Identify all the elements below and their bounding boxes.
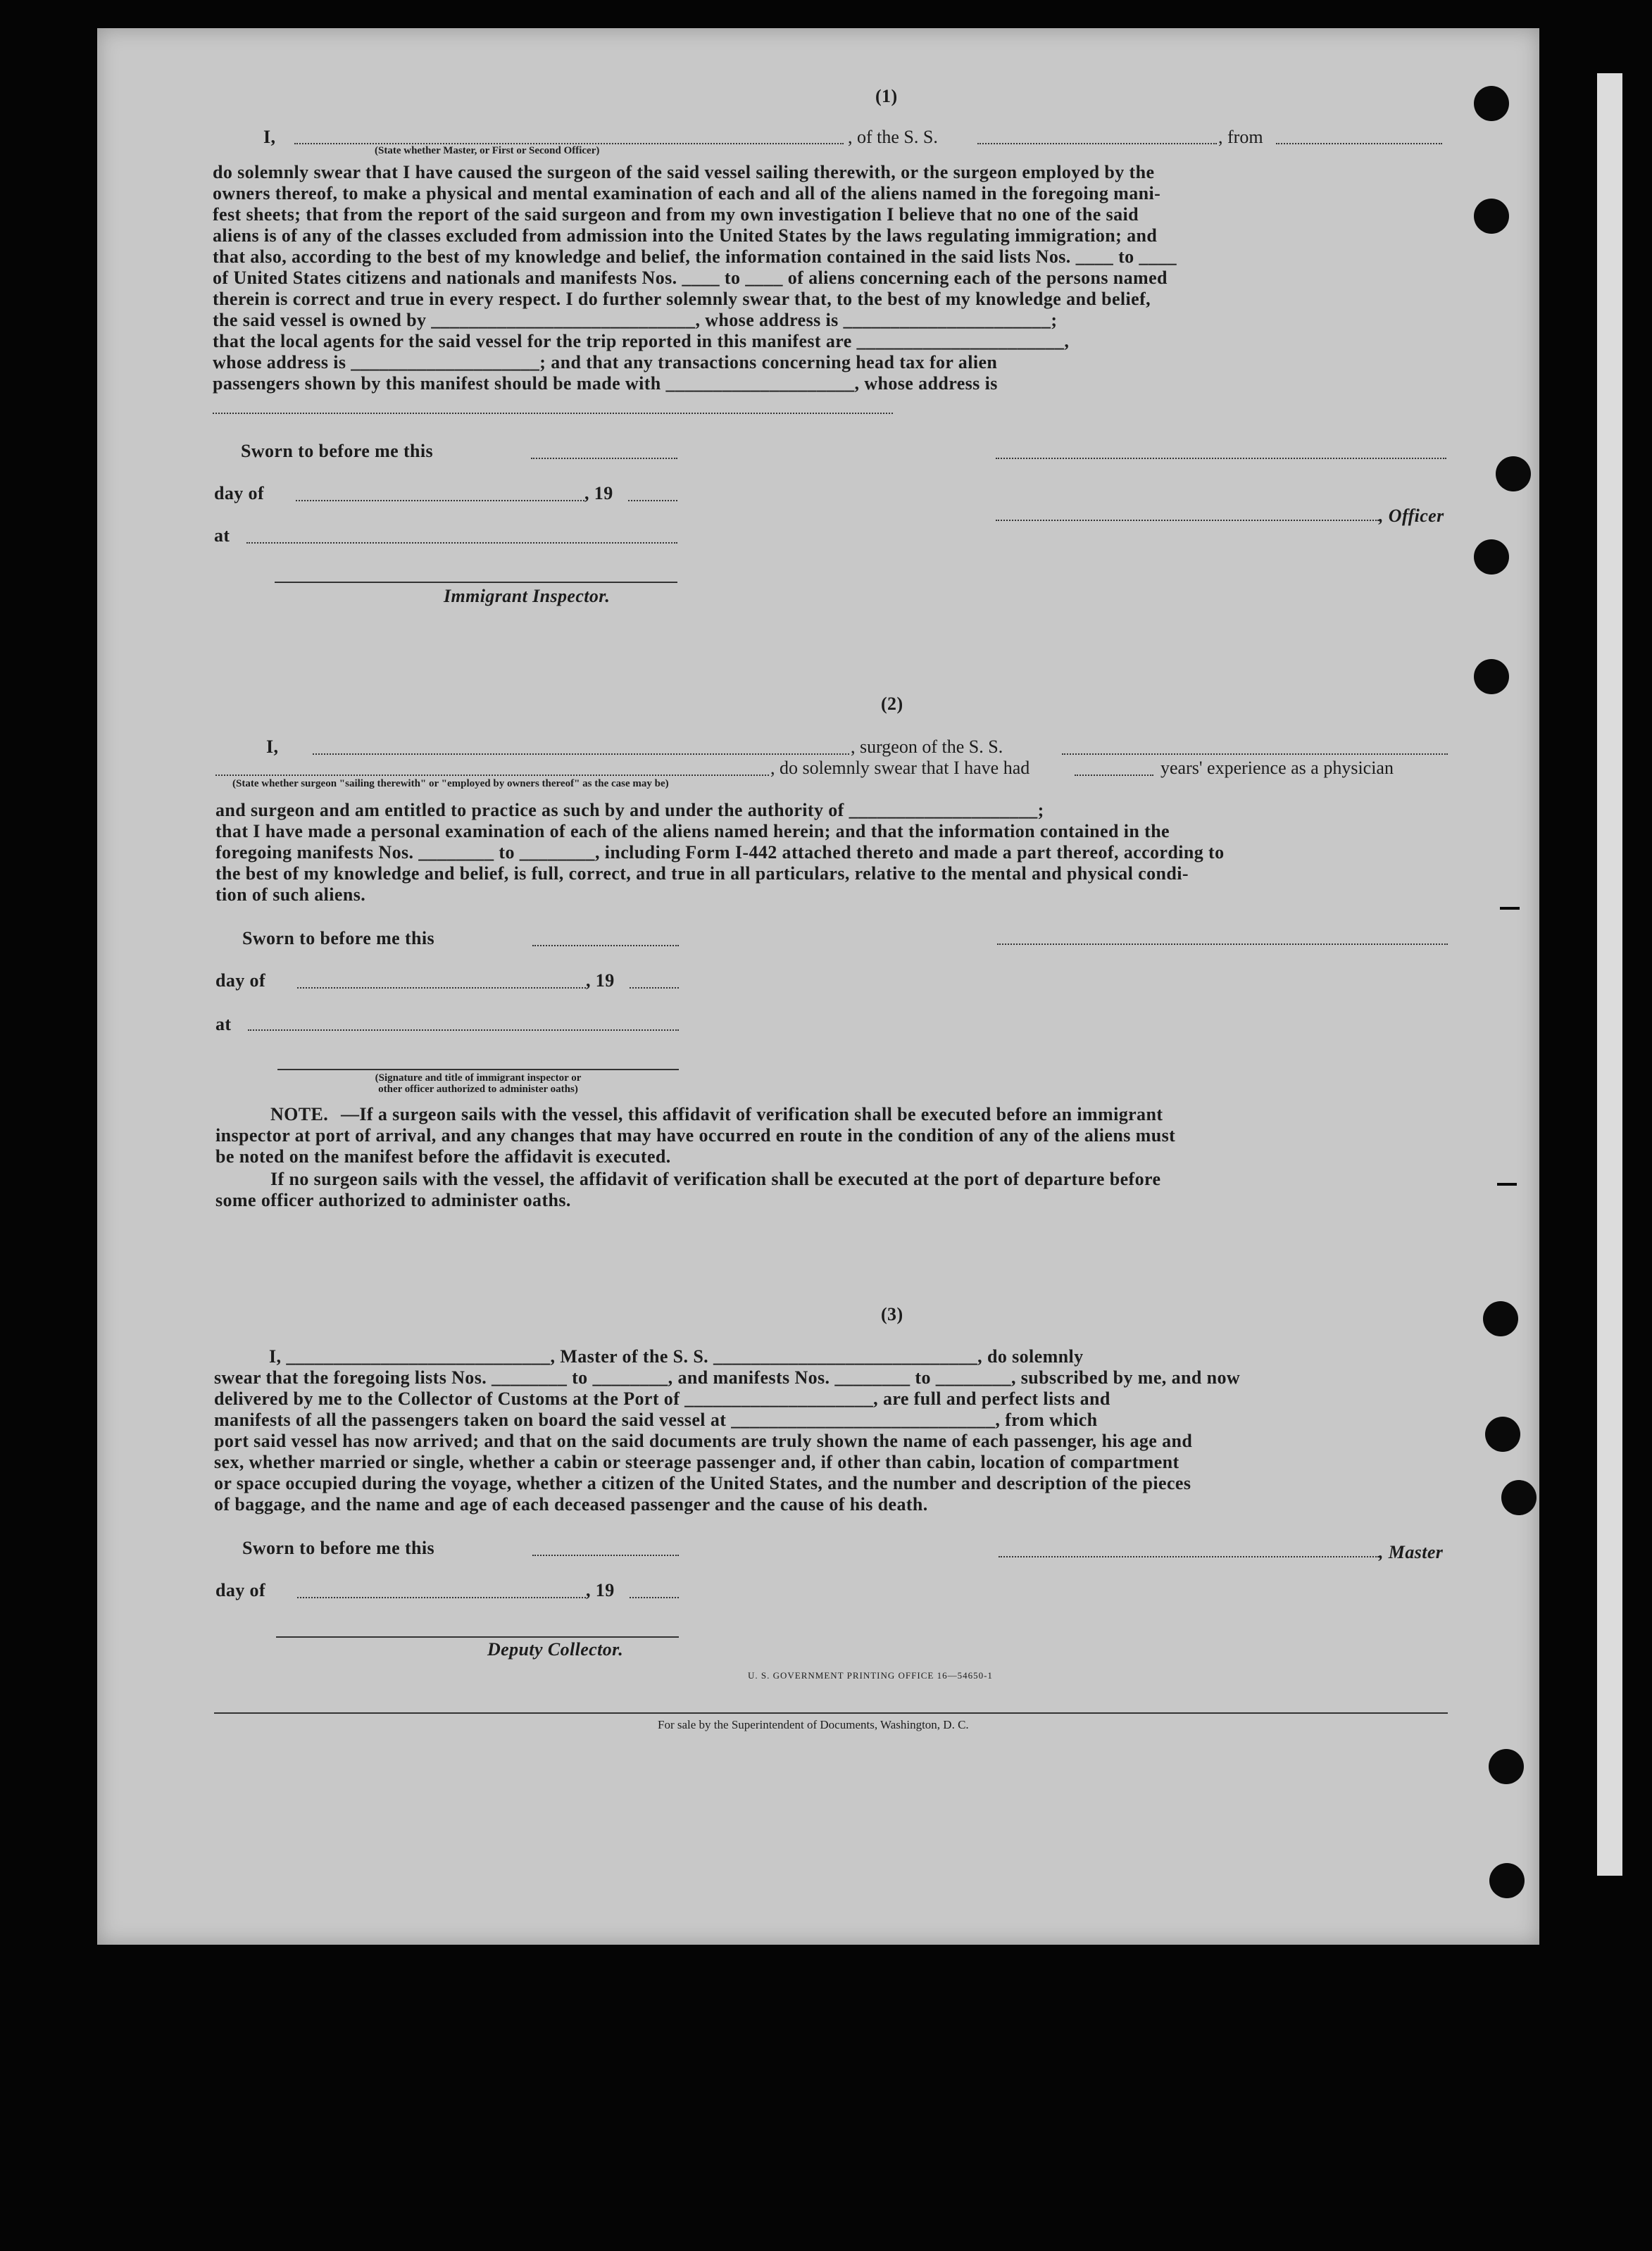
s2-note-line: —If a surgeon sails with the vessel, this affidavit of verification shall be executed before an immigrant (341, 1104, 1163, 1124)
s2-signature-line[interactable] (277, 1069, 679, 1070)
s2-name-blank[interactable] (313, 753, 849, 755)
s1-para-line: of United States citizens and nationals and manifests Nos. ____ to ____ of aliens concerning each of the persons named (213, 268, 1168, 288)
s2-i-label: I, (266, 736, 279, 757)
s1-inspector-caption: Immigrant Inspector. (444, 586, 611, 606)
s2-status-note: (State whether surgeon "sailing therewith" or "employed by owners thereof" as the case may be) (232, 778, 669, 789)
s3-master-caption: , Master (1379, 1542, 1444, 1562)
s1-from-label: , from (1218, 127, 1263, 147)
s1-para-line: do solemnly swear that I have caused the surgeon of the said vessel sailing therewith, or the surgeon employed by the (213, 162, 1155, 182)
binder-hole (1474, 659, 1509, 694)
s1-address-blank[interactable] (213, 413, 893, 414)
binder-hole (1496, 456, 1531, 491)
s2-day-blank[interactable] (297, 987, 586, 989)
s3-para-line: port said vessel has now arrived; and that on the said documents are truly shown the name of each passenger, his age and (214, 1431, 1193, 1451)
s2-para-line: that I have made a personal examination of each of the aliens named herein; and that the information contained in the (215, 821, 1170, 841)
s1-sworn-blank[interactable] (531, 458, 677, 459)
s1-at-blank[interactable] (246, 542, 677, 544)
s2-year-label: , 19 (586, 970, 615, 991)
s2-para-line: tion of such aliens. (215, 884, 366, 905)
s2-note-line: inspector at port of arrival, and any changes that may have occurred en route in the condition of any of the aliens must (215, 1125, 1176, 1146)
s1-para-line: whose address is ____________________; and that any transactions concerning head tax for alien (213, 352, 998, 372)
s2-note2-line: If no surgeon sails with the vessel, the affidavit of verification shall be executed at the port of departure before (270, 1169, 1161, 1189)
s3-para-line: I, ____________________________, Master of the S. S. ____________________________, do solemnly (269, 1346, 1084, 1367)
s3-para-line: sex, whether married or single, whether a cabin or steerage passenger and, if other than cabin, location of compartment (214, 1452, 1179, 1472)
binder-hole (1483, 1301, 1518, 1336)
paper-edge-strip (1597, 73, 1622, 1876)
section-1-heading: (1) (875, 86, 898, 106)
s2-at-blank[interactable] (248, 1029, 679, 1031)
s3-collector-caption: Deputy Collector. (487, 1639, 624, 1660)
edge-mark (1500, 907, 1520, 910)
s2-note-label: NOTE. (270, 1104, 329, 1124)
s1-i-label: I, (263, 127, 276, 147)
s1-para-line: that the local agents for the said vessel for the trip reported in this manifest are ______________________, (213, 331, 1070, 351)
edge-mark (1497, 1183, 1517, 1186)
s1-officer-signature-top[interactable] (996, 458, 1446, 459)
s2-note2-line: some officer authorized to administer oaths. (215, 1190, 571, 1210)
s1-para-line: that also, according to the best of my knowledge and belief, the information contained in the said lists Nos. ____ to ____ (213, 246, 1177, 267)
s2-signature-note-1: (Signature and title of immigrant inspector or (375, 1072, 582, 1084)
s2-at-label: at (215, 1014, 232, 1034)
s1-day-blank[interactable] (296, 500, 584, 501)
s3-para-line: manifests of all the passengers taken on board the said vessel at ____________________________, from which (214, 1410, 1098, 1430)
section-2-heading: (2) (881, 694, 903, 714)
s1-year-label: , 19 (584, 483, 613, 503)
section-3-heading: (3) (881, 1304, 903, 1324)
s3-para-line: swear that the foregoing lists Nos. ________ to ________, and manifests Nos. ________ to ________, subscribed by me, and now (214, 1367, 1241, 1388)
s2-ship-label: , surgeon of the S. S. (851, 736, 1003, 757)
s2-para-line: and surgeon and am entitled to practice as such by and under the authority of ____________________; (215, 800, 1044, 820)
s1-officer-caption: , Officer (1379, 506, 1444, 526)
s1-inspector-signature-line[interactable] (275, 582, 677, 583)
s1-ship-blank[interactable] (977, 143, 1217, 144)
s2-sworn-label: Sworn to before me this (242, 928, 435, 948)
s1-from-blank[interactable] (1276, 143, 1442, 144)
s2-years-blank[interactable] (1075, 775, 1153, 776)
binder-hole (1489, 1863, 1525, 1898)
s3-year-blank[interactable] (630, 1597, 679, 1598)
s2-surgeon-signature-line[interactable] (997, 943, 1448, 945)
s3-sworn-blank[interactable] (532, 1555, 679, 1556)
s2-day-label: day of (215, 970, 266, 991)
s2-ship-blank[interactable] (1062, 753, 1448, 755)
gpo-imprint: U. S. GOVERNMENT PRINTING OFFICE 16—54650-1 (748, 1670, 993, 1681)
s3-day-label: day of (215, 1580, 266, 1600)
s1-para-line: aliens is of any of the classes excluded from admission into the United States by the laws regulating immigration; and (213, 225, 1158, 246)
s1-para-line: the said vessel is owned by ____________________________, whose address is ______________________; (213, 310, 1058, 330)
binder-hole (1489, 1749, 1524, 1784)
s1-para-line: therein is correct and true in every respect. I do further solemnly swear that, to the best of my knowledge and belief, (213, 289, 1151, 309)
binder-hole (1474, 199, 1509, 234)
s2-status-blank[interactable] (215, 775, 769, 776)
s2-years-text: years' experience as a physician (1160, 758, 1394, 778)
s2-sworn-blank[interactable] (532, 945, 679, 946)
s1-sworn-label: Sworn to before me this (241, 441, 434, 461)
s2-swear-text: , do solemnly swear that I have had (770, 758, 1030, 778)
s2-signature-note-2: other officer authorized to administer oaths) (378, 1084, 578, 1095)
s3-sworn-label: Sworn to before me this (242, 1538, 435, 1558)
binder-hole (1474, 539, 1509, 575)
s3-year-label: , 19 (586, 1580, 615, 1600)
s1-at-label: at (214, 525, 230, 546)
s2-para-line: the best of my knowledge and belief, is full, correct, and true in all particulars, relative to the mental and physical condi- (215, 863, 1189, 884)
footer-rule (214, 1712, 1448, 1714)
s1-rank-note: (State whether Master, or First or Second Officer) (375, 145, 600, 156)
s3-para-line: delivered by me to the Collector of Customs at the Port of ____________________, are full and perfect lists and (214, 1388, 1110, 1409)
s1-ship-label: , of the S. S. (848, 127, 938, 147)
s3-master-signature-line[interactable] (999, 1556, 1379, 1557)
s1-day-label: day of (214, 483, 265, 503)
s1-officer-signature-line[interactable] (996, 520, 1379, 521)
binder-hole (1501, 1480, 1537, 1515)
s3-collector-signature-line[interactable] (276, 1636, 679, 1638)
s1-para-line: fest sheets; that from the report of the said surgeon and from my own investigation I believe that no one of the said (213, 204, 1139, 225)
binder-hole (1474, 86, 1509, 121)
s1-para-line: owners thereof, to make a physical and mental examination of each and all of the aliens named in the foregoing mani- (213, 183, 1161, 203)
s1-year-blank[interactable] (628, 500, 677, 501)
s2-year-blank[interactable] (630, 987, 679, 989)
binder-hole (1485, 1417, 1520, 1452)
sale-notice: For sale by the Superintendent of Documents, Washington, D. C. (658, 1718, 969, 1731)
s3-para-line: or space occupied during the voyage, whether a citizen of the United States, and the number and description of the pieces (214, 1473, 1191, 1493)
s2-note-line: be noted on the manifest before the affidavit is executed. (215, 1146, 671, 1167)
s3-day-blank[interactable] (297, 1597, 586, 1598)
s2-para-line: foregoing manifests Nos. ________ to ________, including Form I-442 attached thereto and made a part thereof, according to (215, 842, 1225, 863)
s3-para-line: of baggage, and the name and age of each deceased passenger and the cause of his death. (214, 1494, 928, 1515)
s1-para-line: passengers shown by this manifest should be made with ____________________, whose address is (213, 373, 998, 394)
